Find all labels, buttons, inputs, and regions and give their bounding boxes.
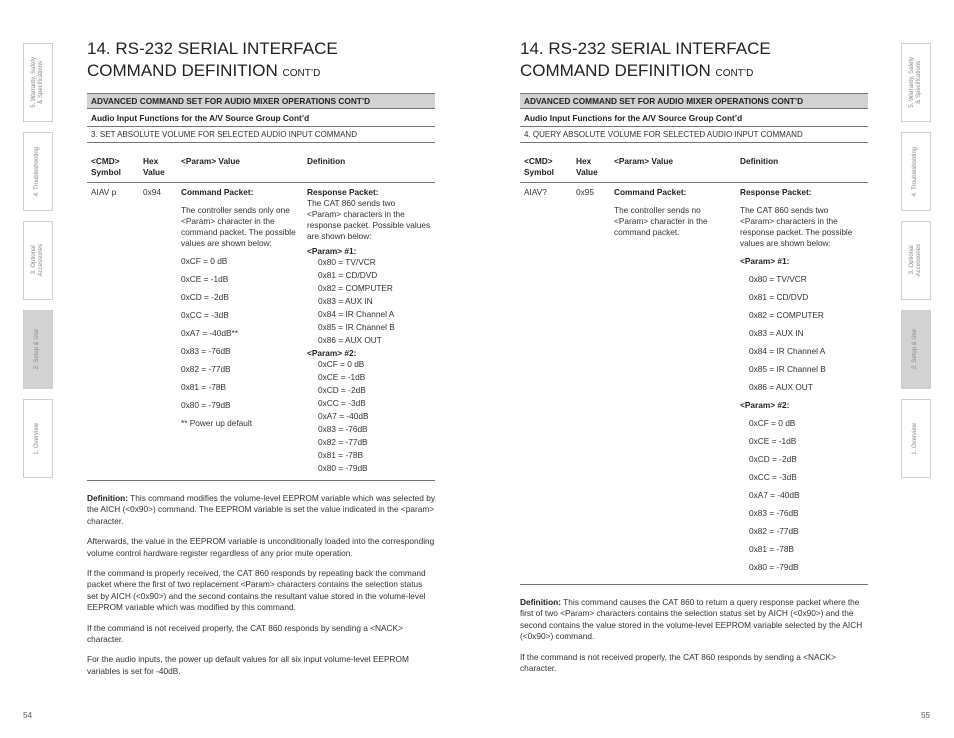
- command-title: 3. SET ABSOLUTE VOLUME FOR SELECTED AUDIO INPUT COMMAND: [87, 127, 435, 143]
- param-value: 0xA7 = -40dB**: [181, 328, 238, 338]
- param1-value: 0x84 = IR Channel A: [318, 309, 395, 319]
- side-tab-overview[interactable]: [901, 399, 931, 478]
- param1-value: 0x82 = COMPUTER: [318, 283, 393, 293]
- param1-label: <Param> #1:: [307, 246, 357, 256]
- param-cell: [610, 183, 736, 585]
- param2-label: <Param> #2:: [740, 400, 790, 410]
- left-page: [87, 38, 435, 686]
- subsection-header: Audio Input Functions for the A/V Source Group Cont’d: [87, 109, 435, 127]
- param2-value: 0xCE = -1dB: [749, 436, 797, 446]
- param2-value: 0xCF = 0 dB: [749, 418, 796, 428]
- command-title: 4. QUERY ABSOLUTE VOLUME FOR SELECTED AUDIO INPUT COMMAND: [520, 127, 868, 143]
- side-tab-label: 1. Overview: [34, 422, 41, 455]
- body-paragraph: If the command is not received properly, the CAT 860 responds by sending a <NACK> character.: [520, 651, 836, 674]
- param-value: ** Power up default: [181, 418, 253, 428]
- page-number-left: 54: [23, 711, 32, 720]
- param1-value: 0x83 = AUX IN: [749, 328, 804, 338]
- param2-list: [307, 359, 431, 474]
- page-number-right: 55: [921, 711, 930, 720]
- param2-value: 0x82 = -77dB: [318, 437, 368, 447]
- side-tab-label: 3. Optional Accessories: [30, 244, 44, 277]
- param2-list: [740, 418, 864, 573]
- param1-value: 0x80 = TV/VCR: [749, 274, 807, 284]
- side-tab-label: 5. Warranty, Safety & Specifications: [908, 57, 922, 108]
- param1-value: 0x84 = IR Channel A: [749, 346, 826, 356]
- body-paragraph: If the command is not received properly, the CAT 860 responds by sending a <NACK> character.: [87, 622, 403, 645]
- param-value: 0x83 = -76dB: [181, 346, 231, 356]
- response-packet-label: Response Packet:: [740, 187, 812, 197]
- command-packet-label: Command Packet:: [181, 187, 254, 197]
- param2-value: 0x80 = -79dB: [318, 463, 368, 473]
- body-paragraphs: [520, 652, 868, 675]
- definition-cell: [303, 183, 435, 481]
- param1-value: 0x80 = TV/VCR: [318, 257, 376, 267]
- col-hex: Hex Value: [139, 152, 177, 183]
- param2-value: 0x83 = -76dB: [749, 508, 799, 518]
- side-tab-accessories[interactable]: [23, 221, 53, 300]
- param1-label: <Param> #1:: [740, 256, 790, 266]
- param2-value: 0xA7 = -40dB: [318, 411, 369, 421]
- param-cell: [177, 183, 303, 481]
- col-cmd: <CMD> Symbol: [87, 152, 139, 183]
- response-packet-text: The CAT 860 sends two <Param> characters in the response packet. Possible values are shown below:: [307, 198, 431, 241]
- page-title: 14. RS-232 SERIAL INTERFACE COMMAND DEFINITION CONT’D: [520, 39, 771, 80]
- param-value: 0xCE = -1dB: [181, 274, 229, 284]
- side-tab-label: 2. Setup & Use: [34, 329, 41, 370]
- response-packet-text: The CAT 860 sends two <Param> characters in the response packet. The possible values are shown below:: [740, 205, 853, 248]
- side-tab-accessories[interactable]: [901, 221, 931, 300]
- side-tab-warranty[interactable]: [901, 43, 931, 122]
- param2-value: 0xCC = -3dB: [318, 398, 366, 408]
- param1-value: 0x83 = AUX IN: [318, 296, 373, 306]
- cmd-symbol: AIAV p: [87, 183, 139, 481]
- side-tab-label: 4. Troubleshooting: [34, 146, 41, 197]
- param2-value: 0xCC = -3dB: [749, 472, 797, 482]
- body-paragraph: If the command is properly received, the CAT 860 responds by repeating back the command packet where the first of two replacement <Param> characters contains the selection status set by AICH (<0x90>) and the second contains the resultant value stored in the volume-level EEPROM variable which was modified by this command.: [87, 568, 426, 613]
- body-paragraphs: [87, 536, 435, 677]
- param2-value: 0xCD = -2dB: [749, 454, 797, 464]
- param2-value: 0x82 = -77dB: [749, 526, 799, 536]
- side-tab-overview[interactable]: [23, 399, 53, 478]
- param2-value: 0xCE = -1dB: [318, 372, 366, 382]
- param-list: [181, 256, 299, 429]
- side-tab-label: 3. Optional Accessories: [908, 244, 922, 277]
- param-value: 0xCC = -3dB: [181, 310, 229, 320]
- cmd-symbol: AIAV?: [520, 183, 572, 585]
- section-header: ADVANCED COMMAND SET FOR AUDIO MIXER OPERATIONS CONT’D: [520, 93, 868, 109]
- param2-value: 0x83 = -76dB: [318, 424, 368, 434]
- page-title: 14. RS-232 SERIAL INTERFACE COMMAND DEFINITION CONT’D: [87, 39, 338, 80]
- param-value: 0xCD = -2dB: [181, 292, 229, 302]
- definition-paragraph: Definition: This command causes the CAT 860 to return a query response packet where the first of two <Param> characters contains the selection status set by AICH (<0x90>) and the second contains the value stored in the volume-level EEPROM variable selected by the AICH (<0x90>) command.: [520, 597, 863, 642]
- param2-value: 0xA7 = -40dB: [749, 490, 800, 500]
- body-paragraph: Afterwards, the value in the EEPROM variable is unconditionally loaded into the corresponding volume control hardware register regardless of any prior mute operation.: [87, 536, 435, 558]
- response-packet-label: Response Packet:: [307, 187, 379, 197]
- command-packet-text: The controller sends only one <Param> character in the command packet. The possible values are shown below:: [181, 205, 296, 248]
- side-tab-label: 1. Overview: [912, 422, 919, 455]
- side-tab-label: 5. Warranty, Safety & Specifications: [30, 57, 44, 108]
- param1-value: 0x81 = CD/DVD: [318, 270, 378, 280]
- col-cmd: <CMD> Symbol: [520, 152, 572, 183]
- subsection-header: Audio Input Functions for the A/V Source Group Cont’d: [520, 109, 868, 127]
- param2-value: 0x81 = -78B: [318, 450, 363, 460]
- command-table: [87, 152, 435, 481]
- col-definition: Definition: [303, 152, 435, 183]
- section-header: ADVANCED COMMAND SET FOR AUDIO MIXER OPERATIONS CONT’D: [87, 93, 435, 109]
- param-value: 0x82 = -77dB: [181, 364, 231, 374]
- param2-label: <Param> #2:: [307, 348, 357, 358]
- col-definition: Definition: [736, 152, 868, 183]
- param1-value: 0x85 = IR Channel B: [749, 364, 826, 374]
- command-table: [520, 152, 868, 585]
- param1-list: [307, 257, 431, 346]
- command-packet-text: The controller sends no <Param> character in the command packet.: [614, 205, 708, 237]
- param1-list: [740, 274, 864, 393]
- param1-value: 0x82 = COMPUTER: [749, 310, 824, 320]
- param-value: 0xCF = 0 dB: [181, 256, 228, 266]
- param2-value: 0xCF = 0 dB: [318, 359, 365, 369]
- hex-value: 0x94: [139, 183, 177, 481]
- param2-value: 0xCD = -2dB: [318, 385, 366, 395]
- param-value: 0x80 = -79dB: [181, 400, 231, 410]
- command-packet-label: Command Packet:: [614, 187, 687, 197]
- side-tab-troubleshooting[interactable]: [901, 132, 931, 211]
- side-tab-label: 4. Troubleshooting: [912, 146, 919, 197]
- param2-value: 0x80 = -79dB: [749, 562, 799, 572]
- definition-cell: [736, 183, 868, 585]
- col-hex: Hex Value: [572, 152, 610, 183]
- param1-value: 0x86 = AUX OUT: [318, 335, 382, 345]
- param1-value: 0x81 = CD/DVD: [749, 292, 809, 302]
- col-param: <Param> Value: [177, 152, 303, 183]
- hex-value: 0x95: [572, 183, 610, 585]
- col-param: <Param> Value: [610, 152, 736, 183]
- param1-value: 0x86 = AUX OUT: [749, 382, 813, 392]
- param2-value: 0x81 = -78B: [749, 544, 794, 554]
- body-paragraph: For the audio inputs, the power up default values for all six input volume-level EEPROM variables is set for -40dB.: [87, 654, 409, 676]
- right-page: [520, 38, 868, 683]
- side-tab-troubleshooting[interactable]: [23, 132, 53, 211]
- side-tab-setup[interactable]: [23, 310, 53, 389]
- side-tab-label: 2. Setup & Use: [912, 329, 919, 370]
- param1-value: 0x85 = IR Channel B: [318, 322, 395, 332]
- definition-paragraph: Definition: This command modifies the volume-level EEPROM variable which was selected by the AICH (<0x90>) command. The EEPROM variable is set the value indicated in the <param> character.: [87, 493, 435, 526]
- side-tab-warranty[interactable]: [23, 43, 53, 122]
- param-value: 0x81 = -78B: [181, 382, 226, 392]
- side-tab-setup[interactable]: [901, 310, 931, 389]
